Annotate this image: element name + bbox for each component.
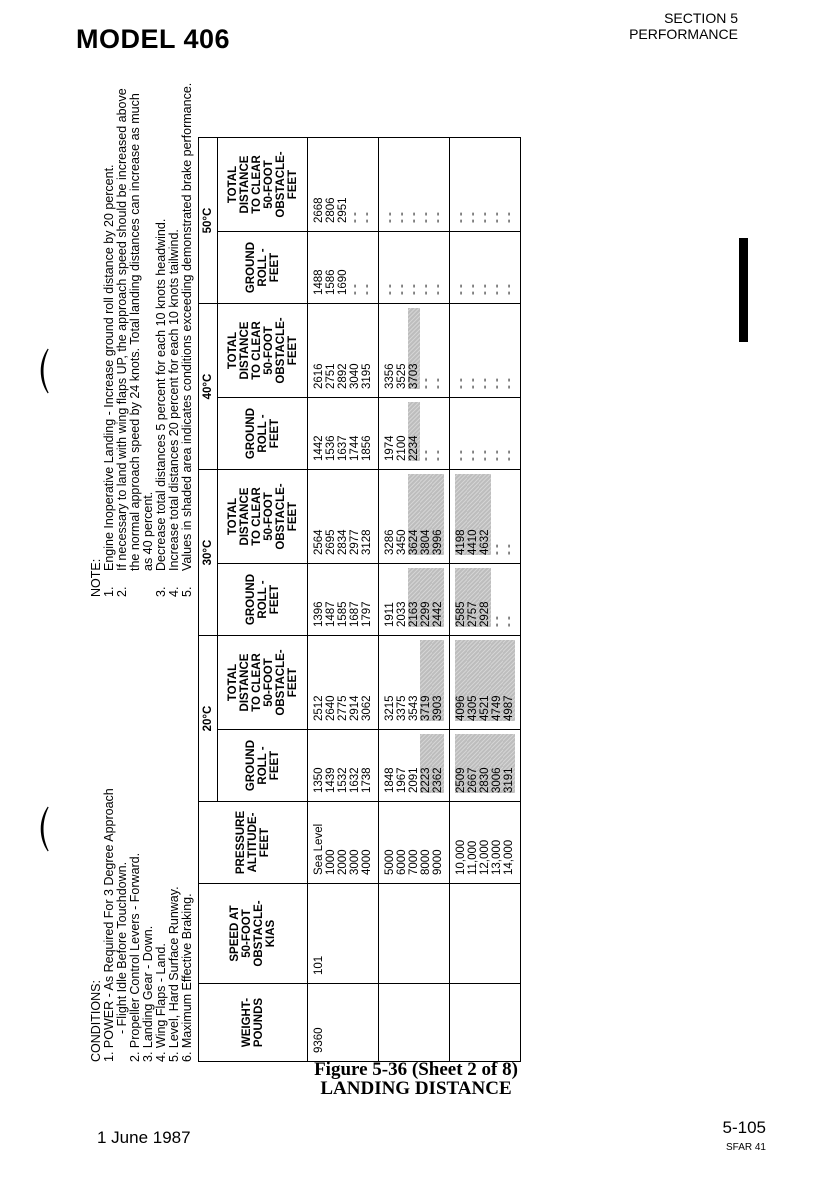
distance-value: 3525 (396, 363, 408, 389)
distance-value: 1637 (337, 435, 349, 461)
distance-value: 4410 (467, 474, 479, 555)
distance-value: 4749 (491, 640, 503, 721)
temperature-header: 40°C (199, 304, 218, 470)
distance-value: 3375 (396, 695, 408, 721)
distance-value: 3703 (408, 308, 420, 389)
distance-value: - - (408, 284, 420, 295)
distance-value: 2234 (408, 402, 420, 461)
distance-value: 2616 (313, 363, 325, 389)
ground-roll-cell (308, 232, 379, 304)
ground-roll-cell (450, 398, 521, 470)
distance-value: 4305 (467, 640, 479, 721)
speed-cell: 101 (308, 884, 379, 984)
distance-value: 2564 (313, 529, 325, 555)
distance-value: 2667 (467, 734, 479, 793)
altitude-group-row (379, 138, 450, 1062)
distance-value: 2362 (432, 734, 444, 793)
distance-value: - - (349, 284, 361, 295)
distance-value: 3215 (384, 695, 396, 721)
altitude-value: 8000 (420, 849, 432, 875)
total-distance-header: TOTAL DISTANCE TO CLEAR 50-FOOT OBSTACLE- FEET (218, 304, 308, 398)
binder-hole-mark-top: ⌒ (38, 348, 90, 394)
distance-value: - - (361, 284, 373, 295)
altitude-cell (450, 802, 521, 884)
ground-roll-cell (308, 730, 379, 802)
distance-value: 3996 (432, 474, 444, 555)
temperature-header: 20°C (199, 636, 218, 802)
distance-value: 1632 (349, 767, 361, 793)
distance-value: 2512 (313, 695, 325, 721)
distance-value: - - (432, 284, 444, 295)
distance-value: 2668 (313, 197, 325, 223)
total-distance-header: TOTAL DISTANCE TO CLEAR 50-FOOT OBSTACLE- FEET (218, 470, 308, 564)
distance-value: - - (420, 450, 432, 461)
distance-value: 1585 (337, 601, 349, 627)
ground-roll-cell (308, 564, 379, 636)
distance-value: - - (503, 450, 515, 461)
altitude-value: 14,000 (503, 839, 515, 875)
distance-value: - - (479, 450, 491, 461)
ground-roll-header: GROUND ROLL - FEET (218, 730, 308, 802)
distance-value: - - (384, 212, 396, 223)
distance-value: - - (467, 212, 479, 223)
distance-value: - - (503, 212, 515, 223)
distance-value: 3804 (420, 474, 432, 555)
distance-value: 1488 (313, 269, 325, 295)
notes-block (90, 77, 194, 597)
distance-value: - - (503, 616, 515, 627)
speed-cell (379, 884, 450, 984)
distance-value: - - (384, 284, 396, 295)
distance-value: - - (432, 378, 444, 389)
total-distance-header: TOTAL DISTANCE TO CLEAR 50-FOOT OBSTACLE- FEET (218, 636, 308, 730)
distance-value: 1532 (337, 767, 349, 793)
distance-value: 2914 (349, 695, 361, 721)
distance-value: 3719 (420, 640, 432, 721)
section-name: PERFORMANCE (629, 26, 738, 42)
distance-value: 2806 (325, 197, 337, 223)
distance-value: 3903 (432, 640, 444, 721)
total-distance-cell (379, 470, 450, 564)
distance-value: - - (432, 450, 444, 461)
distance-value: - - (479, 212, 491, 223)
revision-bar (739, 238, 748, 342)
altitude-value: 11,000 (467, 840, 479, 875)
distance-value: 4521 (479, 640, 491, 721)
distance-value: - - (455, 212, 467, 223)
distance-value: 1536 (325, 435, 337, 461)
note-item: 1. Engine Inoperative Landing - Increase ground roll distance by 20 percent. (102, 164, 116, 597)
ground-roll-cell (450, 564, 521, 636)
condition-line: 5. Level, Hard Surface Runway. (167, 886, 181, 1062)
page-subtitle: SFAR 41 (725, 1142, 766, 1153)
distance-value: - - (479, 284, 491, 295)
ground-roll-cell (308, 398, 379, 470)
distance-value: - - (491, 212, 503, 223)
distance-value: 1974 (384, 435, 396, 461)
distance-value: 1586 (325, 269, 337, 295)
figure-number: Figure 5-36 (Sheet 2 of 8) (314, 1059, 518, 1080)
distance-value: 1911 (384, 602, 396, 627)
weight-cell (450, 984, 521, 1062)
distance-value: 3062 (361, 695, 373, 721)
altitude-value: 6000 (396, 849, 408, 875)
total-distance-cell (450, 636, 521, 730)
distance-value: 4987 (503, 640, 515, 721)
distance-value: - - (467, 450, 479, 461)
distance-value: 1687 (349, 601, 361, 627)
distance-value: 1967 (396, 767, 408, 793)
condition-line: 4. Wing Flaps - Land. (154, 943, 168, 1062)
distance-value: 4096 (455, 640, 467, 721)
altitude-value: 1000 (325, 849, 337, 875)
distance-value: 2951 (337, 197, 349, 223)
distance-value: 2751 (325, 363, 337, 389)
ground-roll-header: GROUND ROLL - FEET (218, 564, 308, 636)
total-distance-cell (308, 636, 379, 730)
distance-value: - - (467, 378, 479, 389)
distance-value: 2834 (337, 529, 349, 555)
distance-value: 2892 (337, 363, 349, 389)
altitude-value: 9000 (432, 849, 444, 875)
altitude-group-row (308, 138, 379, 1062)
speed-header: SPEED AT 50-FOOT OBSTACLE- KIAS (199, 884, 308, 984)
rotated-figure (89, 82, 515, 1062)
altitude-value: 2000 (337, 849, 349, 875)
distance-value: 1350 (313, 767, 325, 793)
distance-value: 3040 (349, 363, 361, 389)
distance-value: 4198 (455, 474, 467, 555)
footer-page (723, 1118, 766, 1158)
conditions-block (90, 727, 194, 1062)
condition-line: 1. POWER - As Required For 3 Degree Approach (102, 788, 116, 1062)
distance-value: 1442 (313, 435, 325, 461)
total-distance-cell (450, 470, 521, 564)
altitude-value: 12,000 (479, 839, 491, 875)
distance-value: 1797 (361, 601, 373, 627)
ground-roll-cell (450, 232, 521, 304)
altitude-value: 4000 (361, 849, 373, 875)
distance-value: - - (408, 212, 420, 223)
altitude-cell (308, 802, 379, 884)
distance-value: 3191 (503, 734, 515, 793)
distance-value: 1690 (337, 269, 349, 295)
model-title: MODEL 406 (76, 24, 231, 54)
total-distance-cell (308, 138, 379, 232)
section-heading (629, 10, 738, 42)
distance-value: 3543 (408, 695, 420, 721)
weight-header: WEIGHT- POUNDS (199, 984, 308, 1062)
conditions-heading: CONDITIONS: (89, 980, 103, 1062)
distance-value: 1856 (361, 435, 373, 461)
distance-value: - - (503, 378, 515, 389)
total-distance-cell (379, 138, 450, 232)
header-row-temperatures (199, 138, 218, 1062)
distance-value: - - (491, 284, 503, 295)
distance-value: - - (491, 378, 503, 389)
distance-value: 1439 (325, 767, 337, 793)
distance-value: 2830 (479, 734, 491, 793)
weight-cell: 9360 (308, 984, 379, 1062)
distance-value: - - (467, 284, 479, 295)
distance-value: 3006 (491, 734, 503, 793)
distance-value: 3128 (361, 529, 373, 555)
total-distance-cell (450, 138, 521, 232)
distance-value: 3195 (361, 363, 373, 389)
total-distance-cell (308, 470, 379, 564)
distance-value: 1487 (325, 601, 337, 627)
landing-distance-table (198, 137, 521, 1062)
distance-value: 1848 (384, 767, 396, 793)
ground-roll-header: GROUND ROLL - FEET (218, 232, 308, 304)
altitude-value: 3000 (349, 849, 361, 875)
weight-cell (379, 984, 450, 1062)
altitude-header: PRESSURE ALTITUDE- FEET (199, 802, 308, 884)
distance-value: - - (455, 450, 467, 461)
binder-hole-mark-bottom: ⌒ (38, 806, 90, 852)
ground-roll-cell (379, 232, 450, 304)
distance-value: - - (503, 544, 515, 555)
distance-value: 3624 (408, 474, 420, 555)
distance-value: 2033 (396, 601, 408, 627)
distance-value: - - (420, 284, 432, 295)
distance-value: 2977 (349, 529, 361, 555)
total-distance-header: TOTAL DISTANCE TO CLEAR 50-FOOT OBSTACLE- FEET (218, 138, 308, 232)
total-distance-cell (379, 636, 450, 730)
distance-value: 2442 (432, 568, 444, 627)
distance-value: 3356 (384, 363, 396, 389)
distance-value: 2775 (337, 695, 349, 721)
figure-caption (0, 1060, 832, 1098)
distance-value: 3450 (396, 529, 408, 555)
distance-value: - - (432, 212, 444, 223)
distance-value: 2100 (396, 435, 408, 461)
altitude-value: 10,000 (455, 839, 467, 875)
distance-value: - - (503, 284, 515, 295)
ground-roll-cell (379, 398, 450, 470)
distance-value: 2091 (408, 767, 420, 793)
page-number: 5-105 (722, 1118, 766, 1137)
distance-value: - - (479, 378, 491, 389)
distance-value: - - (349, 212, 361, 223)
ground-roll-cell (379, 730, 450, 802)
distance-value: 2695 (325, 529, 337, 555)
condition-line: 6. Maximum Effective Braking. (180, 893, 194, 1062)
distance-value: - - (491, 616, 503, 627)
ground-roll-header: GROUND ROLL - FEET (218, 398, 308, 470)
distance-value: 2163 (408, 568, 420, 627)
temperature-header: 50°C (199, 138, 218, 304)
distance-value: - - (420, 212, 432, 223)
note-item: 5. Values in shaded area indicates conditions exceeding demonstrated brake performance. (180, 82, 194, 597)
temperature-header: 30°C (199, 470, 218, 636)
distance-value: - - (396, 284, 408, 295)
altitude-value: 5000 (384, 849, 396, 875)
total-distance-cell (379, 304, 450, 398)
altitude-cell (379, 802, 450, 884)
altitude-value: 7000 (408, 849, 420, 875)
distance-value: 2223 (420, 734, 432, 793)
condition-line: - Flight Idle Before Touchdown. (115, 861, 129, 1034)
distance-value: 4632 (479, 474, 491, 555)
notes-heading: NOTE: (89, 558, 103, 597)
distance-value: - - (455, 284, 467, 295)
distance-value: - - (361, 212, 373, 223)
distance-value: 2509 (455, 734, 467, 793)
distance-value: - - (455, 378, 467, 389)
section-number: SECTION 5 (664, 10, 738, 26)
altitude-value: Sea Level (313, 823, 325, 875)
distance-value: 2585 (455, 568, 467, 627)
condition-line: 2. Propeller Control Levers - Forward. (128, 852, 142, 1062)
condition-line: 3. Landing Gear - Down. (141, 925, 155, 1062)
distance-value: 1396 (313, 601, 325, 627)
ground-roll-cell (450, 730, 521, 802)
distance-value: 2928 (479, 568, 491, 627)
total-distance-cell (450, 304, 521, 398)
distance-value: 2757 (467, 568, 479, 627)
distance-value: 3286 (384, 529, 396, 555)
distance-value: - - (491, 544, 503, 555)
altitude-group-row (450, 138, 521, 1062)
distance-value: - - (396, 212, 408, 223)
distance-value: 2299 (420, 568, 432, 627)
speed-cell (450, 884, 521, 984)
note-item: 4. Increase total distances 20 percent for each 10 knots tailwind. (167, 229, 181, 597)
distance-value: - - (420, 378, 432, 389)
note-item: 2. If necessary to land with wing flaps UP, the approach speed should be increased above the normal approach speed by 24 knots. Total landing distances can increase as much as 40 percent. (115, 88, 155, 597)
figure-title: LANDING DISTANCE (320, 1078, 512, 1099)
total-distance-cell (308, 304, 379, 398)
ground-roll-cell (379, 564, 450, 636)
footer-date: 1 June 1987 (97, 1128, 191, 1147)
note-item: 3. Decrease total distances 5 percent for each 10 knots headwind. (154, 218, 168, 597)
distance-value: 2640 (325, 695, 337, 721)
distance-value: - - (491, 450, 503, 461)
distance-value: 1738 (361, 767, 373, 793)
distance-value: 1744 (349, 435, 361, 461)
altitude-value: 13,000 (491, 839, 503, 875)
